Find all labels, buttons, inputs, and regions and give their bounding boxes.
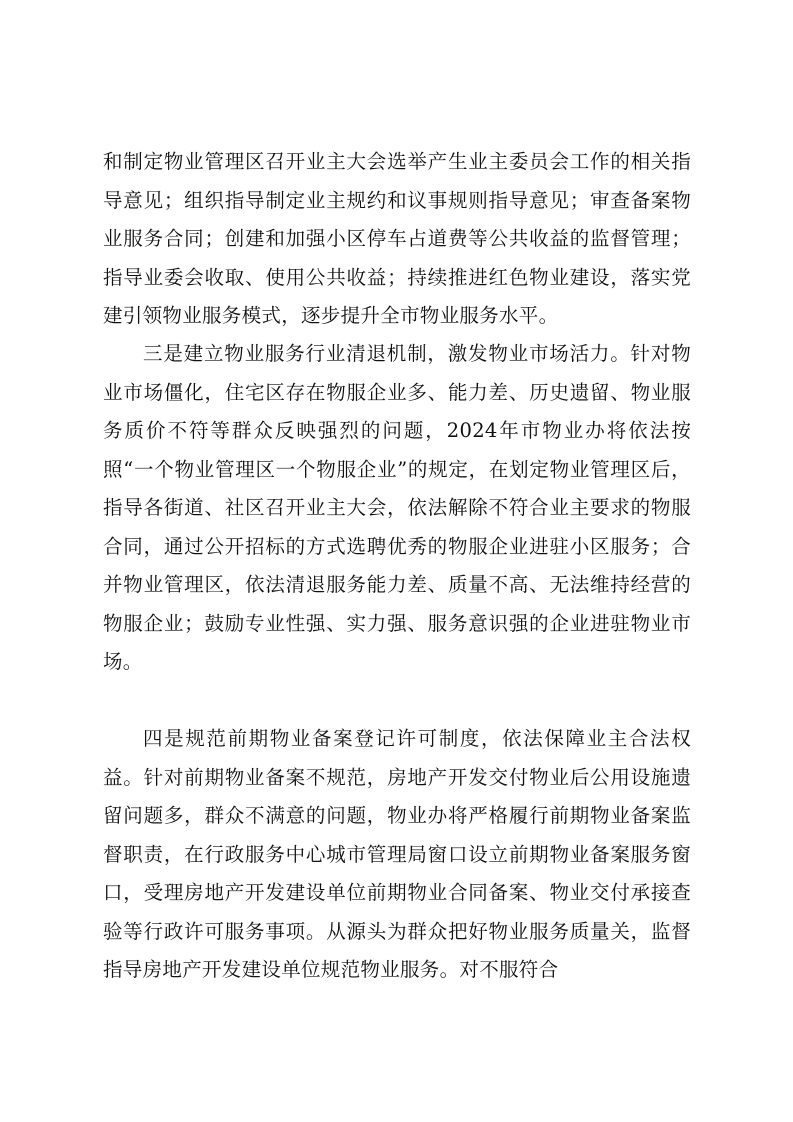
paragraph-continued: 和制定物业管理区召开业主大会选举产生业主委员会工作的相关指导意见；组织指导制定业主规约和议事规则指导意见；审查备案物业服务合同；创建和加强小区停车占道费等公共收益的监督管理；指导业委会收取、使用公共收益；持续推进红色物业建设，落实党建引领物业服务模式，逐步提升全市物业服务水平。 (103, 150, 691, 327)
paragraph-point-three: 三是建立物业服务行业清退机制，激发物业市场活力。针对物业市场僵化，住宅区存在物服企业多、能力差、历史遗留、物业服务质价不符等群众反映强烈的问题，2024年市物业办将依法按照“一个物业管理区一个物服企业”的规定，在划定物业管理区后，指导各街道、社区召开业主大会，依法解除不符合业主要求的物服合同，通过公开招标的方式选聘优秀的物服企业进驻小区服务；合并物业管理区，依法清退服务能力差、质量不高、无法维持经营的物服企业；鼓励专业性强、实力强、服务意识强的企业进驻物业市场。 (103, 342, 691, 673)
paragraph-point-four: 四是规范前期物业备案登记许可制度，依法保障业主合法权益。针对前期物业备案不规范，房地产开发交付物业后公用设施遗留问题多，群众不满意的问题，物业办将严格履行前期物业备案监督职责，在行政服务中心城市管理局窗口设立前期物业备案服务窗口，受理房地产开发建设单位前期物业合同备案、物业交付承接查验等行政许可服务事项。从源头为群众把好物业服务质量关，监督指导房地产开发建设单位规范物业服务。对不服符合 (103, 727, 691, 981)
